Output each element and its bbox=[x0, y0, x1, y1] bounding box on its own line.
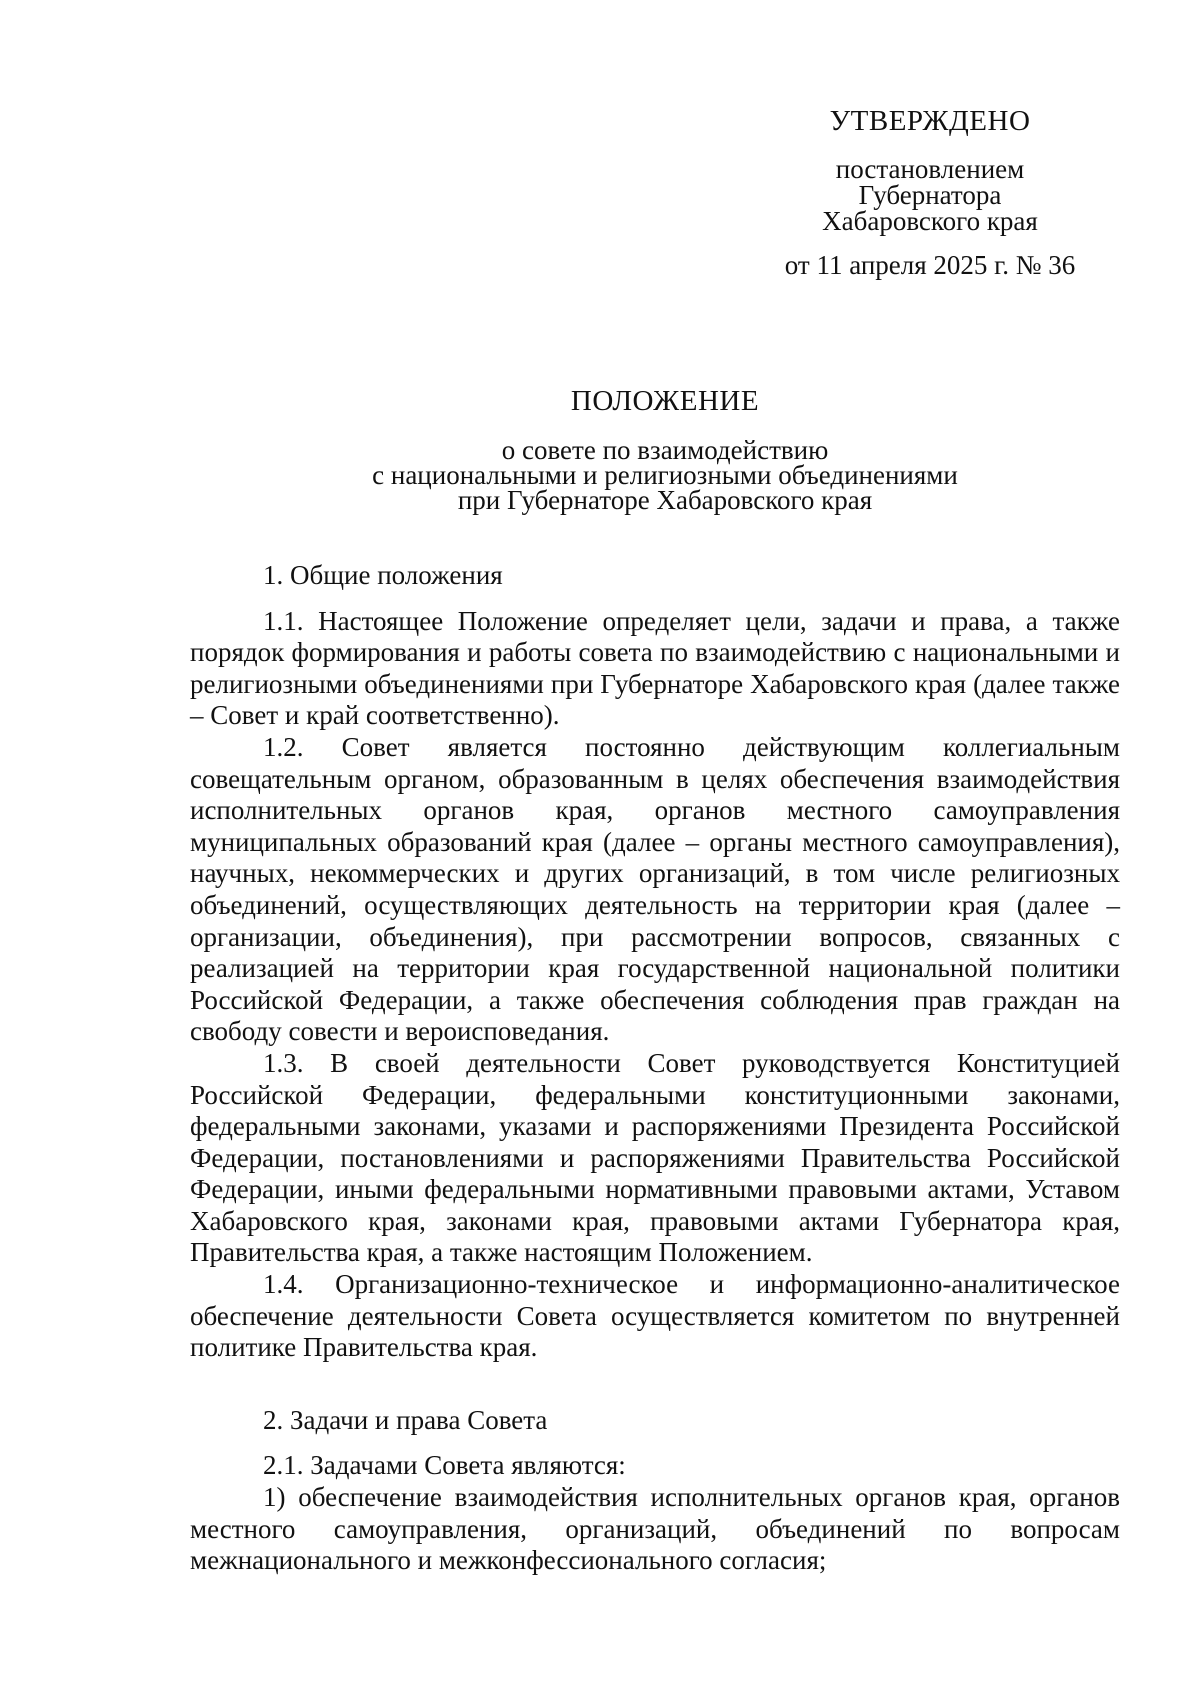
document-subtitle-line-1: о совете по взаимодействию bbox=[501, 435, 829, 465]
paragraph-1-4: 1.4. Организационно-техническое и информационно-аналитическое обеспечение деятельности Совета осуществляется комитетом по внутренней политике Правительства края. bbox=[190, 1269, 1120, 1363]
approval-stamp-block bbox=[760, 105, 1100, 280]
document-subtitle-line-2: с национальными и религиозными объединениями bbox=[372, 460, 958, 490]
approval-line-2: Губернатора bbox=[858, 180, 1002, 210]
approval-line-1: постановлением bbox=[835, 154, 1025, 184]
document-body bbox=[190, 560, 1120, 1577]
document-title-block bbox=[200, 385, 1130, 513]
paragraph-2-1-item-1: 1) обеспечение взаимодействия исполнительных органов края, органов местного самоуправления, организаций, объединений по вопросам межнационального и межконфессионального согласия; bbox=[190, 1482, 1120, 1576]
section-heading-general: 1. Общие положения bbox=[263, 560, 503, 590]
paragraph-2-1: 2.1. Задачами Совета являются: bbox=[263, 1450, 626, 1481]
document-title: ПОЛОЖЕНИЕ bbox=[570, 385, 760, 417]
document-subtitle-line-3: при Губернаторе Хабаровского края bbox=[457, 485, 873, 515]
approval-line-3: Хабаровского края bbox=[822, 206, 1038, 236]
approved-label: УТВЕРЖДЕНО bbox=[829, 105, 1031, 137]
approval-date-number: от 11 апреля 2025 г. № 36 bbox=[784, 250, 1076, 280]
section-heading-tasks-rights: 2. Задачи и права Совета bbox=[263, 1404, 548, 1435]
paragraph-1-3: 1.3. В своей деятельности Совет руководствуется Конституцией Российской Федерации, федеральными конституционными законами, федеральными законами, указами и распоряжениями Президента Российской Федерации, постановлениями и распоряжениями Правительства Российской Федерации, иными федеральными нормативными правовыми актами, Уставом Хабаровского края, законами края, правовыми актами Губернатора края, Правительства края, а также настоящим Положением. bbox=[190, 1047, 1120, 1268]
paragraph-1-2: 1.2. Совет является постоянно действующим коллегиальным совещательным органом, образованным в целях обеспечения взаимодействия исполнительных органов края, органов местного самоуправления муниципальных образований края (далее – органы местного самоуправления), научных, некоммерческих и других организаций, в том числе религиозных объединений, осуществляющих деятельность на территории края (далее – организации, объединения), при рассмотрении вопросов, связанных с реализацией на территории края государственной национальной политики Российской Федерации, а также обеспечения соблюдения прав граждан на свободу совести и вероисповедания. bbox=[190, 731, 1120, 1047]
paragraph-1-1: 1.1. Настоящее Положение определяет цели, задачи и права, а также порядок формирования и работы совета по взаимодействию с национальными и религиозными объединениями при Губернаторе Хабаровского края (далее также – Совет и край соответственно). bbox=[190, 605, 1120, 731]
